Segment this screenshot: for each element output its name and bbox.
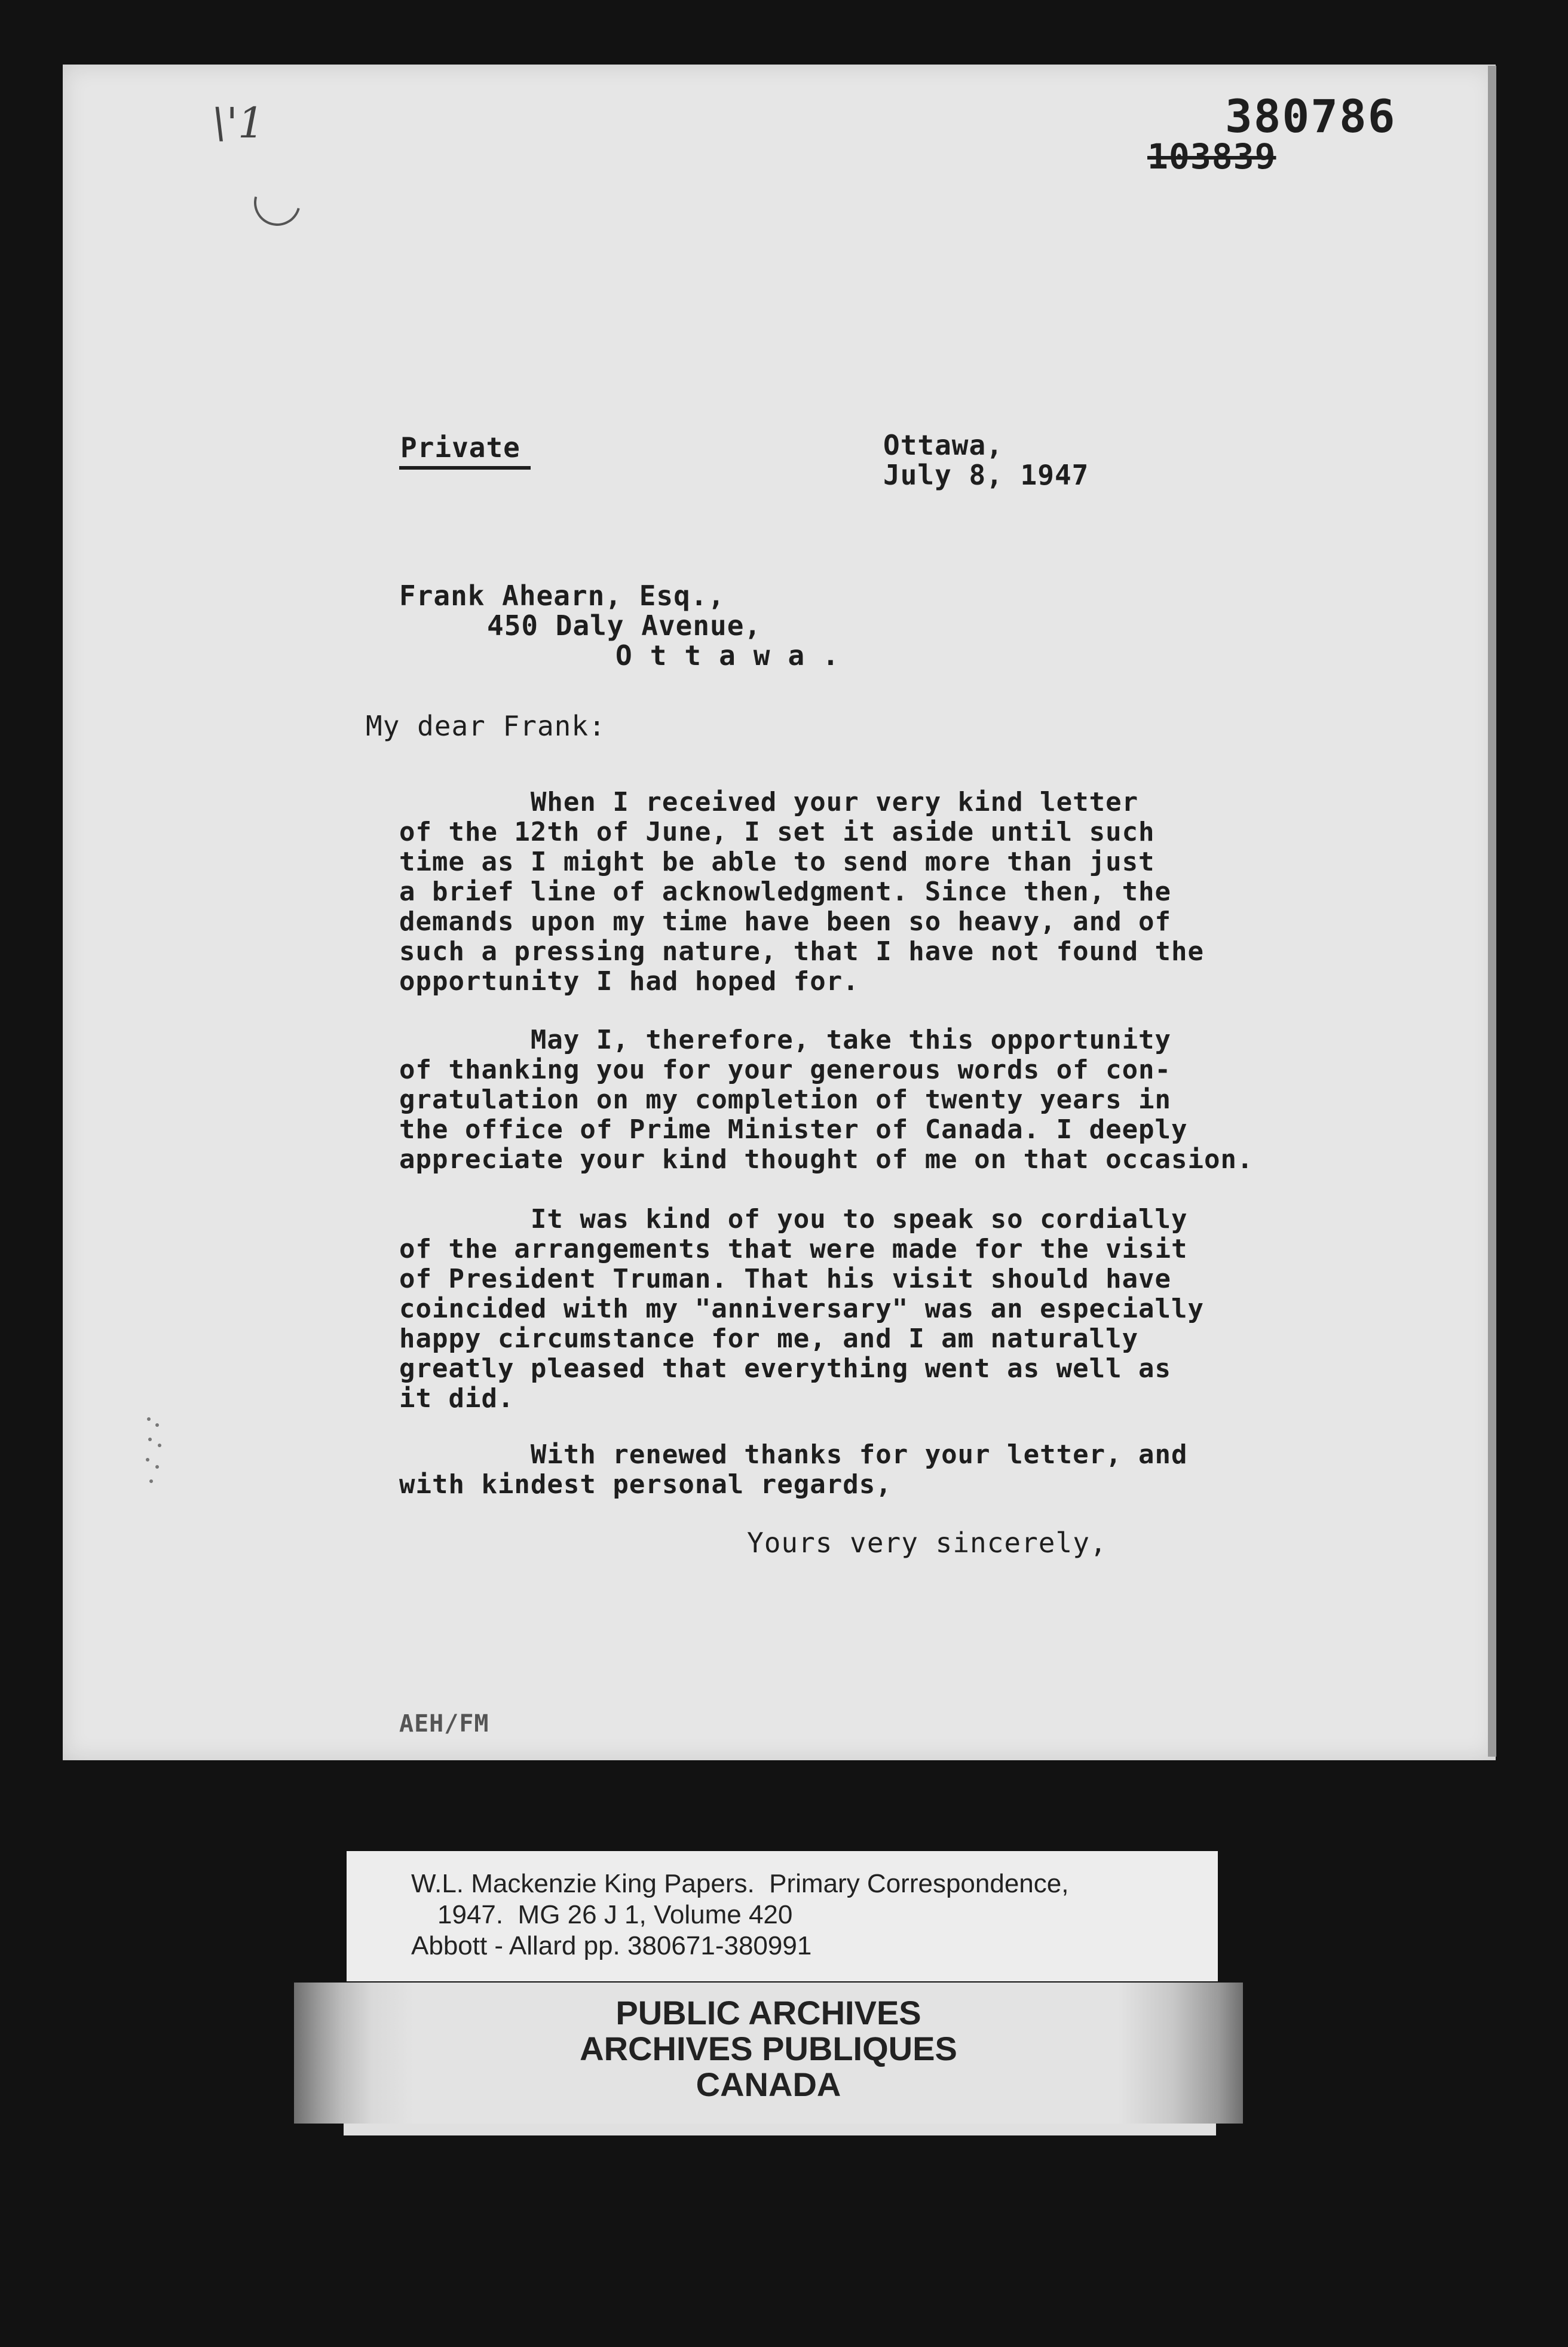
letter-date: July 8, 1947 [883,459,1089,491]
recipient-street: 450 Daly Avenue, [487,609,762,642]
margin-punch-marks [145,1417,169,1489]
stamp-bottom-strip [344,2124,1216,2135]
recipient-city: Ottawa. [615,639,857,672]
pencil-annotation: \'1 [212,99,265,148]
body-paragraph-1: When I received your very kind letter of the 12th of June, I set it aside until such time as I might be able to send more than just a brief line of acknowledgment. Since then, the demands upon my time have been so heavy, and of such a pressing nature, that I have not found the opportunity I had hoped for. [399,787,1205,997]
stamp-line-1: PUBLIC ARCHIVES [615,1994,921,2032]
archive-label-line-2: 1947. MG 26 J 1, Volume 420 [437,1900,793,1929]
classification-underline [399,466,531,470]
archive-label-line-3: Abbott - Allard pp. 380671-380991 [411,1931,812,1960]
page-edge-shadow [1488,66,1496,1757]
document-number: 380786 [1225,90,1396,143]
body-paragraph-4: With renewed thanks for your letter, and with kindest personal regards, [399,1439,1188,1500]
archive-reference-label [347,1851,1218,1981]
archives-stamp [294,1983,1243,2124]
archive-label-line-1: W.L. Mackenzie King Papers. Primary Correspondence, [411,1869,1069,1898]
struck-document-number: 103839 [1147,136,1276,177]
recipient-name: Frank Ahearn, Esq., [399,580,725,612]
classification-label: Private [400,431,520,464]
stamp-line-2: ARCHIVES PUBLIQUES [580,2030,957,2067]
typist-initials: AEH/FM [399,1710,489,1738]
date-city: Ottawa, [883,429,1003,461]
salutation: My dear Frank: [366,710,606,742]
body-paragraph-3: It was kind of you to speak so cordially of the arrangements that were made for the visit of President Truman. That his visit should have coincided with my "anniversary" was an especially happy circumstance for me, and I am naturally greatly pleased that everything went as well as it did. [399,1204,1205,1414]
stamp-line-3: CANADA [696,2066,841,2103]
body-paragraph-2: May I, therefore, take this opportunity of thanking you for your generous words of con- gratulation on my completion of twenty years in the office of Prime Minister of Canada. I deeply appreciate your kind thought of me on that occasion. [399,1025,1254,1175]
complimentary-close: Yours very sincerely, [747,1527,1107,1559]
